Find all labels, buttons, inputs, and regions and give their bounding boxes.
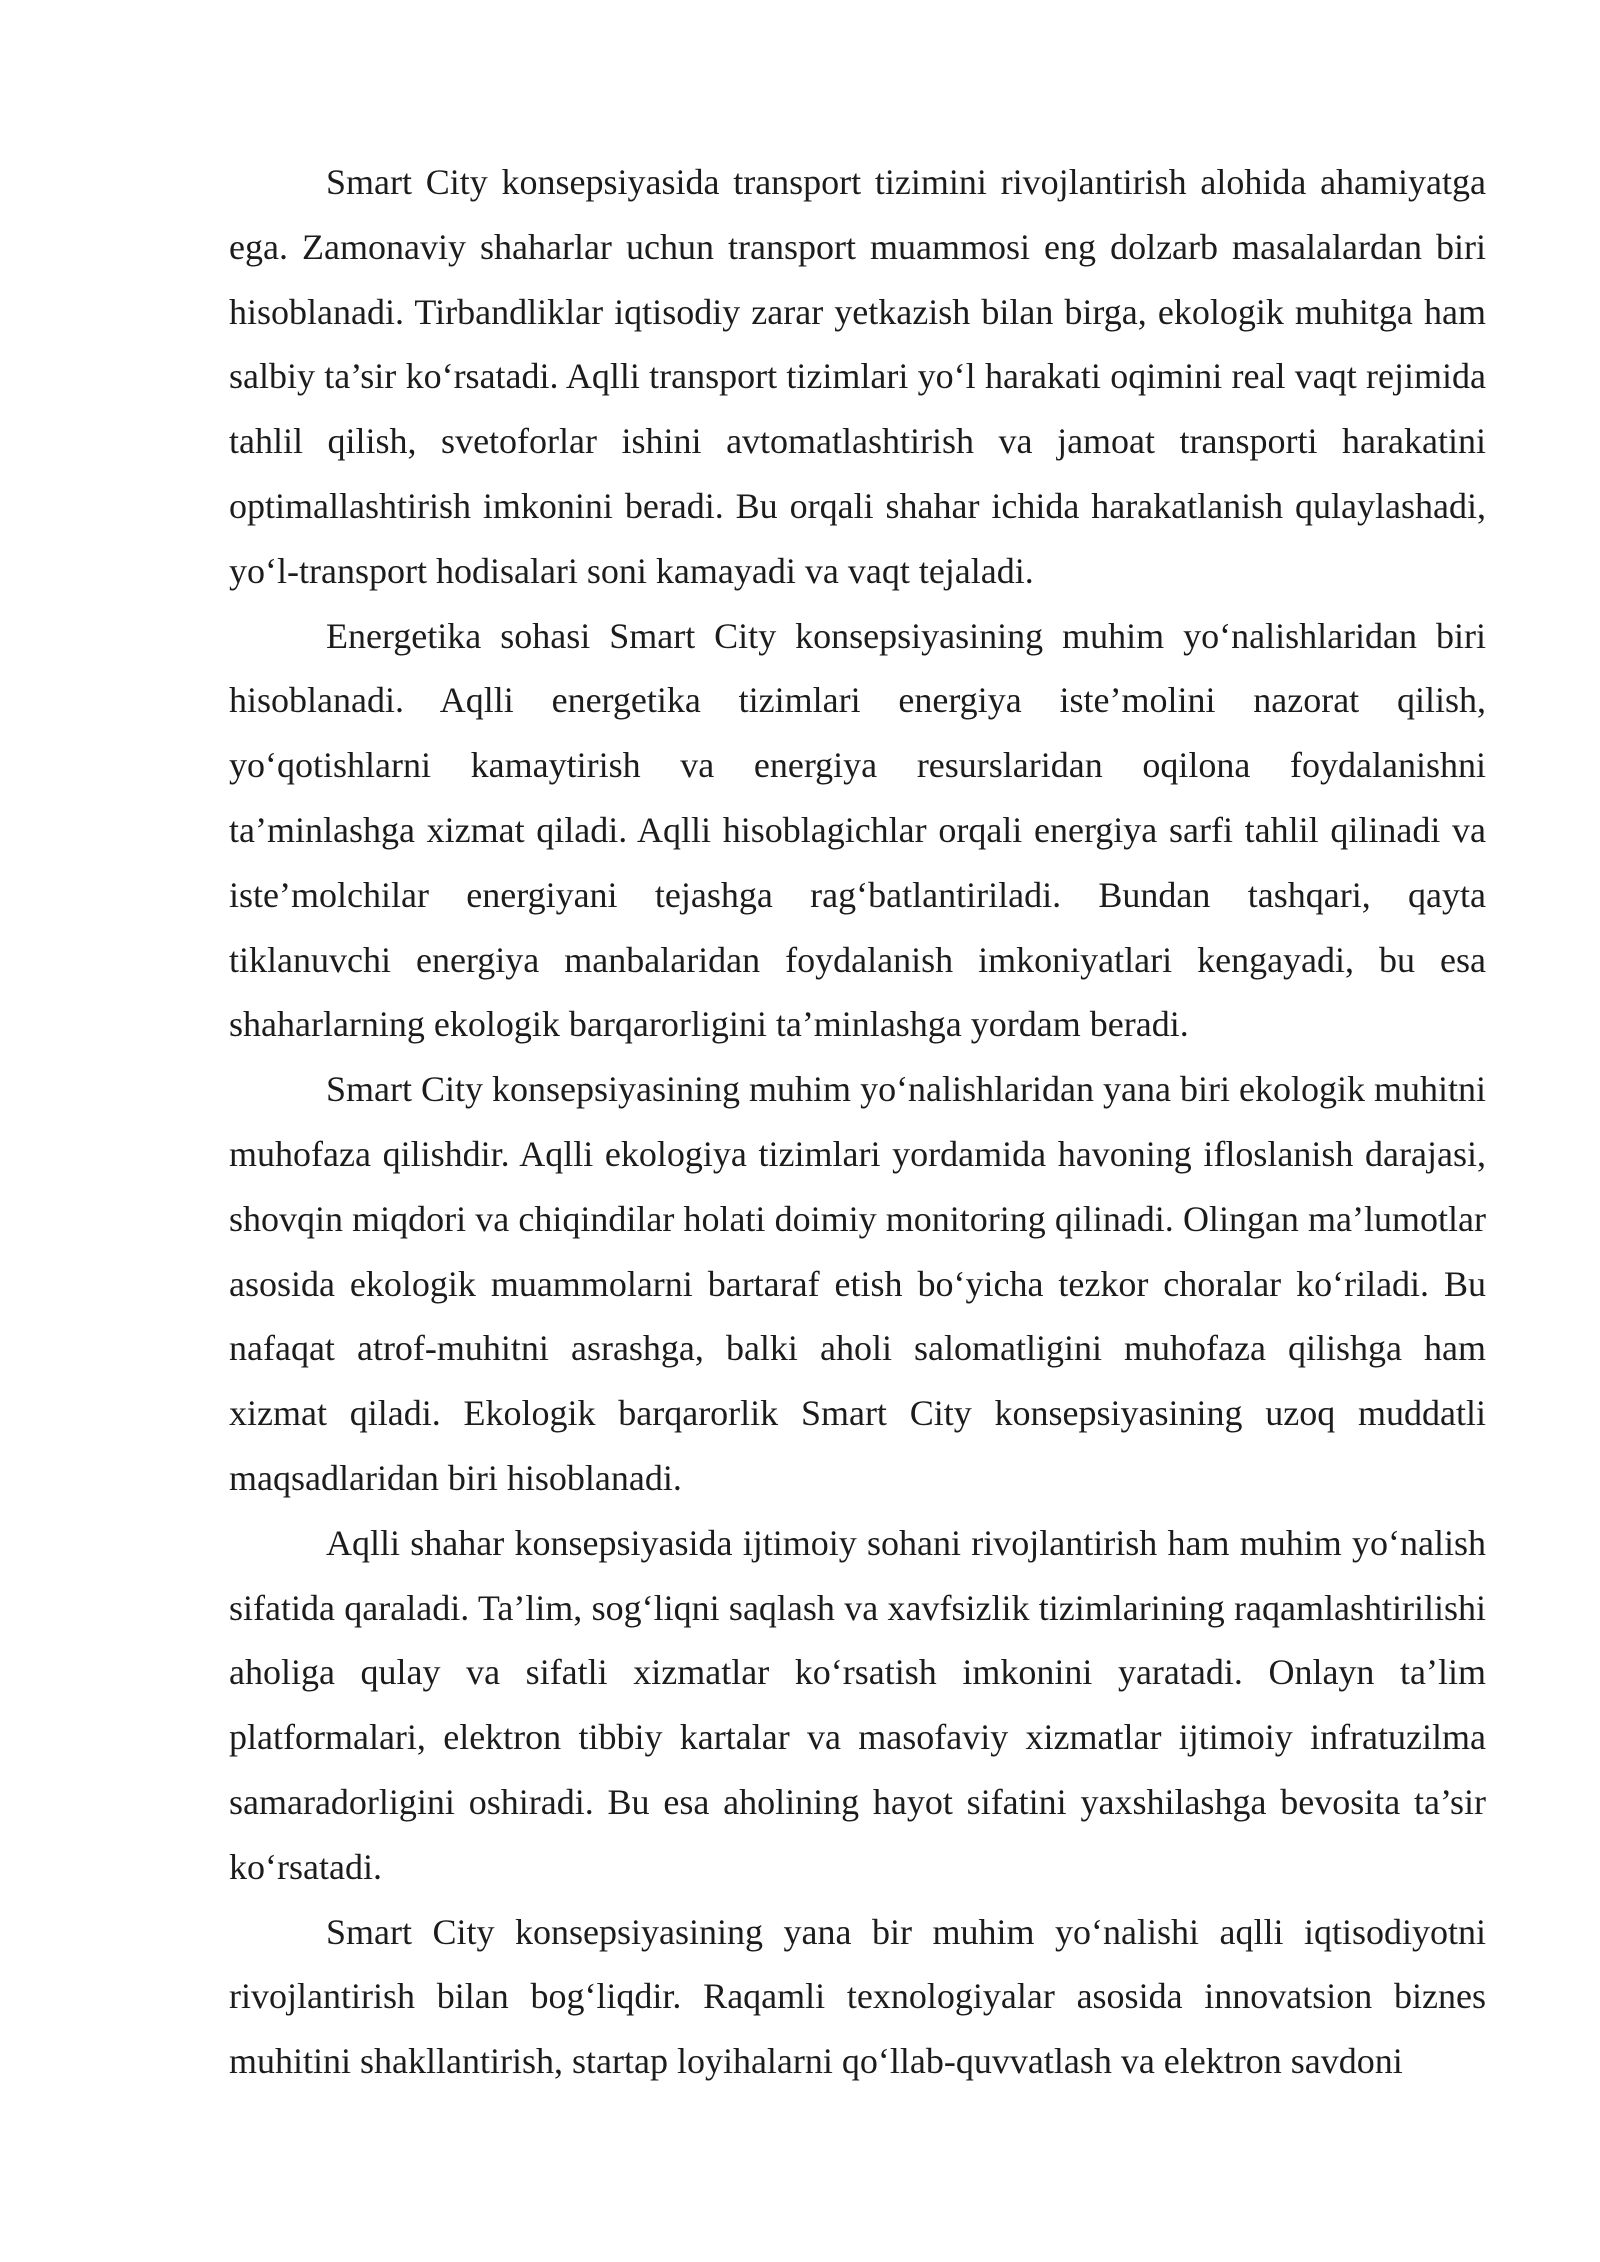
body-text	[229, 150, 1486, 2094]
paragraph-transport: Smart City konsepsiyasida transport tizimini rivojlantirish alohida ahamiyatga ega. Zamonaviy shaharlar uchun transport muammosi eng dolzarb masalalardan biri hisoblanadi. Tirbandliklar iqtisodiy zarar yetkazish bilan birga, ekologik muhitga ham salbiy ta’sir ko‘rsatadi. Aqlli transport tizimlari yo‘l harakati oqimini real vaqt rejimida tahlil qilish, svetoforlar ishini avtomatlashtirish va jamoat transporti harakatini optimallashtirish imkonini beradi. Bu orqali shahar ichida harakatlanish qulaylashadi, yo‘l-transport hodisalari soni kamayadi va vaqt tejaladi.	[229, 162, 1486, 591]
paragraph-ecology: Smart City konsepsiyasining muhim yo‘nalishlaridan yana biri ekologik muhitni muhofaza qilishdir. Aqlli ekologiya tizimlari yordamida havoning ifloslanish darajasi, shovqin miqdori va chiqindilar holati doimiy monitoring qilinadi. Olingan ma’lumotlar asosida ekologik muammolarni bartaraf etish bo‘yicha tezkor choralar ko‘riladi. Bu nafaqat atrof-muhitni asrashga, balki aholi salomatligini muhofaza qilishga ham xizmat qiladi. Ekologik barqarorlik Smart City konsepsiyasining uzoq muddatli maqsadlaridan biri hisoblanadi.	[229, 1069, 1486, 1498]
paragraph-economy: Smart City konsepsiyasining yana bir muhim yo‘nalishi aqlli iqtisodiyotni rivojlantirish bilan bog‘liqdir. Raqamli texnologiyalar asosida innovatsion biznes muhitini shakllantirish, startap loyihalarni qo‘llab-quvvatlash va elektron savdoni	[229, 1911, 1486, 2082]
paragraph-social: Aqlli shahar konsepsiyasida ijtimoiy sohani rivojlantirish ham muhim yo‘nalish sifatida qaraladi. Ta’lim, sog‘liqni saqlash va xavfsizlik tizimlarining raqamlashtirilishi aholiga qulay va sifatli xizmatlar ko‘rsatish imkonini yaratadi. Onlayn ta’lim platformalari, elektron tibbiy kartalar va masofaviy xizmatlar ijtimoiy infratuzilma samaradorligini oshiradi. Bu esa aholining hayot sifatini yaxshilashga bevosita ta’sir ko‘rsatadi.	[229, 1522, 1486, 1887]
paragraph-energy: Energetika sohasi Smart City konsepsiyasining muhim yo‘nalishlaridan biri hisoblanadi. Aqlli energetika tizimlari energiya iste’molini nazorat qilish, yo‘qotishlarni kamaytirish va energiya resurslaridan oqilona foydalanishni ta’minlashga xizmat qiladi. Aqlli hisoblagichlar orqali energiya sarfi tahlil qilinadi va iste’molchilar energiyani tejashga rag‘batlantiriladi. Bundan tashqari, qayta tiklanuvchi energiya manbalaridan foydalanish imkoniyatlari kengayadi, bu esa shaharlarning ekologik barqarorligini ta’minlashga yordam beradi.	[229, 615, 1486, 1045]
